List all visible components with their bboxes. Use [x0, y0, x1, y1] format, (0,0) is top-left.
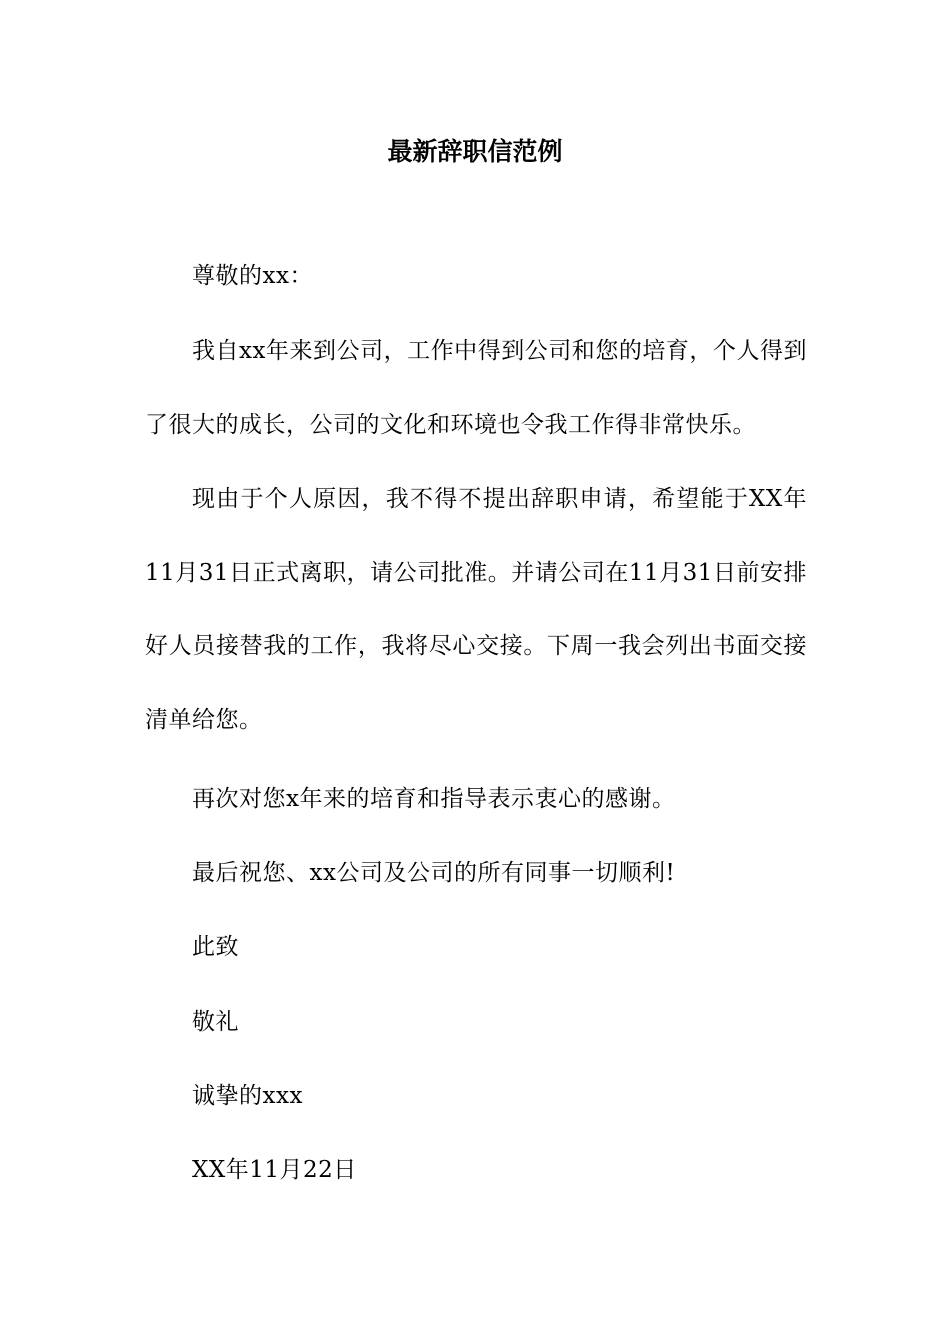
salutation: 尊敬的xx：	[192, 263, 313, 289]
body-paragraph-2: 现由于个人原因，我不得不提出辞职申请，希望能于XX年11月31日正式离职，请公司批准。并请公司在11月31日前安排好人员接替我的工作，我将尽心交接。下周一我会列出书面交接清单给您。	[145, 486, 807, 733]
body-paragraph-1: 我自xx年来到公司，工作中得到公司和您的培育，个人得到了很大的成长，公司的文化和环境也令我工作得非常快乐。	[145, 338, 807, 438]
document-title: 最新辞职信范例	[387, 137, 563, 166]
date-line: XX年11月22日	[192, 1157, 357, 1183]
wishes-line: 最后祝您、xx公司及公司的所有同事一切顺利!	[192, 860, 676, 886]
signature: 诚挚的xxx	[192, 1083, 303, 1109]
thanks-line: 再次对您x年来的培育和指导表示衷心的感谢。	[192, 786, 676, 812]
closing-line-2: 敬礼	[192, 1009, 239, 1035]
closing-line-1: 此致	[192, 934, 239, 960]
